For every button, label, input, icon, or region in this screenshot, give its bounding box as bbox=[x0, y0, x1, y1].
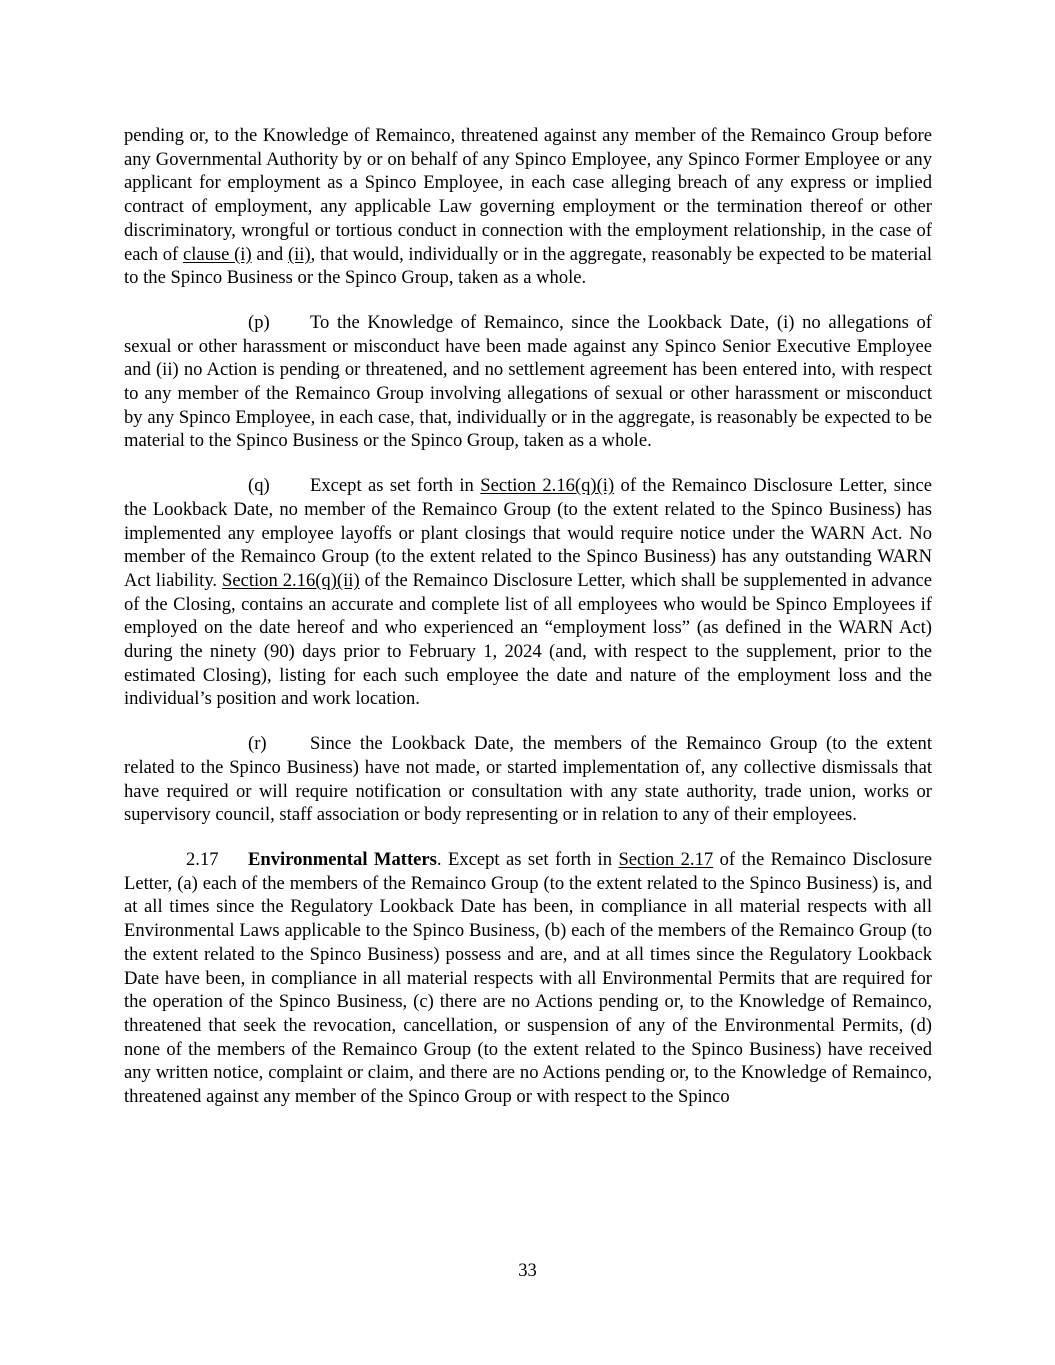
page-number: 33 bbox=[518, 1260, 537, 1281]
section-2-17-reference: Section 2.17 bbox=[618, 848, 714, 870]
paragraph-p: (p) To the Knowledge of Remainco, since the Lookback Date, (i) no allegations of sexual or other harassment or misconduct have been made against any Spinco Senior Executive Employee and (ii) no Action is pending or threatened, and no settlement agreement has been entered into, with respect to any member of the Remainco Group involving allegations of sexual or other harassment or misconduct by any Spinco Employee, in each case, that, individually or in the aggregate, is reasonably be expected to be material to the Spinco Business or the Spinco Group, taken as a whole. bbox=[124, 311, 932, 452]
document-body bbox=[124, 124, 932, 1109]
section-2-16-q-i-reference: Section 2.16(q)(i) bbox=[480, 475, 615, 497]
section-2-17-number: 2.17 bbox=[186, 848, 219, 870]
section-2-17: 2.17 Environmental Matters. Except as set forth in Section 2.17 of the Remainco Disclosure Letter, (a) each of the members of the Remainco Group (to the extent related to the Spinco Business) is, and at all times since the Regulatory Lookback Date has been, in compliance in all material respects with all Environmental Laws applicable to the Spinco Business, (b) each of the members of the Remainco Group (to the extent related to the Spinco Business) possess and are, and at all times since the Regulatory Lookback Date have been, in compliance in all material respects with all Environmental Permits that are required for the operation of the Spinco Business, (c) there are no Actions pending or, to the Knowledge of Remainco, threatened that seek the revocation, cancellation, or suspension of any of the Environmental Permits, (d) none of the members of the Remainco Group (to the extent related to the Spinco Business) have received any written notice, complaint or claim, and there are no Actions pending or, to the Knowledge of Remainco, threatened against any member of the Spinco Group or with respect to the Spinco bbox=[124, 848, 932, 1108]
section-2-16-q-ii-reference: Section 2.16(q)(ii) bbox=[222, 569, 360, 591]
paragraph-r: (r) Since the Lookback Date, the members of the Remainco Group (to the extent related to the Spinco Business) have not made, or started implementation of, any collective dismissals that have required or will require notification or consultation with any state authority, trade union, works or supervisory council, staff association or body representing or in relation to any of their employees. bbox=[124, 733, 932, 826]
clause-ii-reference: (ii) bbox=[287, 243, 311, 265]
paragraph-r-label: (r) bbox=[248, 733, 267, 755]
paragraph-p-label: (p) bbox=[248, 311, 270, 333]
paragraph-q-label: (q) bbox=[248, 475, 270, 497]
paragraph-q: (q) Except as set forth in Section 2.16(q)(i) of the Remainco Disclosure Letter, since the Lookback Date, no member of the Remainco Group (to the extent related to the Spinco Business) has implemented any employee layoffs or plant closings that would require notice under the WARN Act. No member of the Remainco Group (to the extent related to the Spinco Business) has any outstanding WARN Act liability. Section 2.16(q)(ii) of the Remainco Disclosure Letter, which shall be supplemented in advance of the Closing, contains an accurate and complete list of all employees who would be Spinco Employees if employed on the date hereof and who experienced an “employment loss” (as defined in the WARN Act) during the ninety (90) days prior to February 1, 2024 (and, with respect to the supplement, prior to the estimated Closing), listing for each such employee the date and nature of the employment loss and the individual’s position and work location. bbox=[124, 475, 933, 710]
clause-i-reference: clause (i) bbox=[182, 243, 252, 265]
section-2-17-heading: Environmental Matters bbox=[248, 848, 437, 870]
continuation-paragraph: pending or, to the Knowledge of Remainco, threatened against any member of the Remainco Group before any Governmental Authority by or on behalf of any Spinco Employee, any Spinco Former Employee or any applicant for employment as a Spinco Employee, in each case alleging breach of any express or implied contract of employment, any applicable Law governing employment or the termination thereof or other discriminatory, wrongful or tortious conduct in connection with the employment relationship, in the case of each of clause (i) and (ii), that would, individually or in the aggregate, reasonably be expected to be material to the Spinco Business or the Spinco Group, taken as a whole. bbox=[124, 125, 932, 289]
